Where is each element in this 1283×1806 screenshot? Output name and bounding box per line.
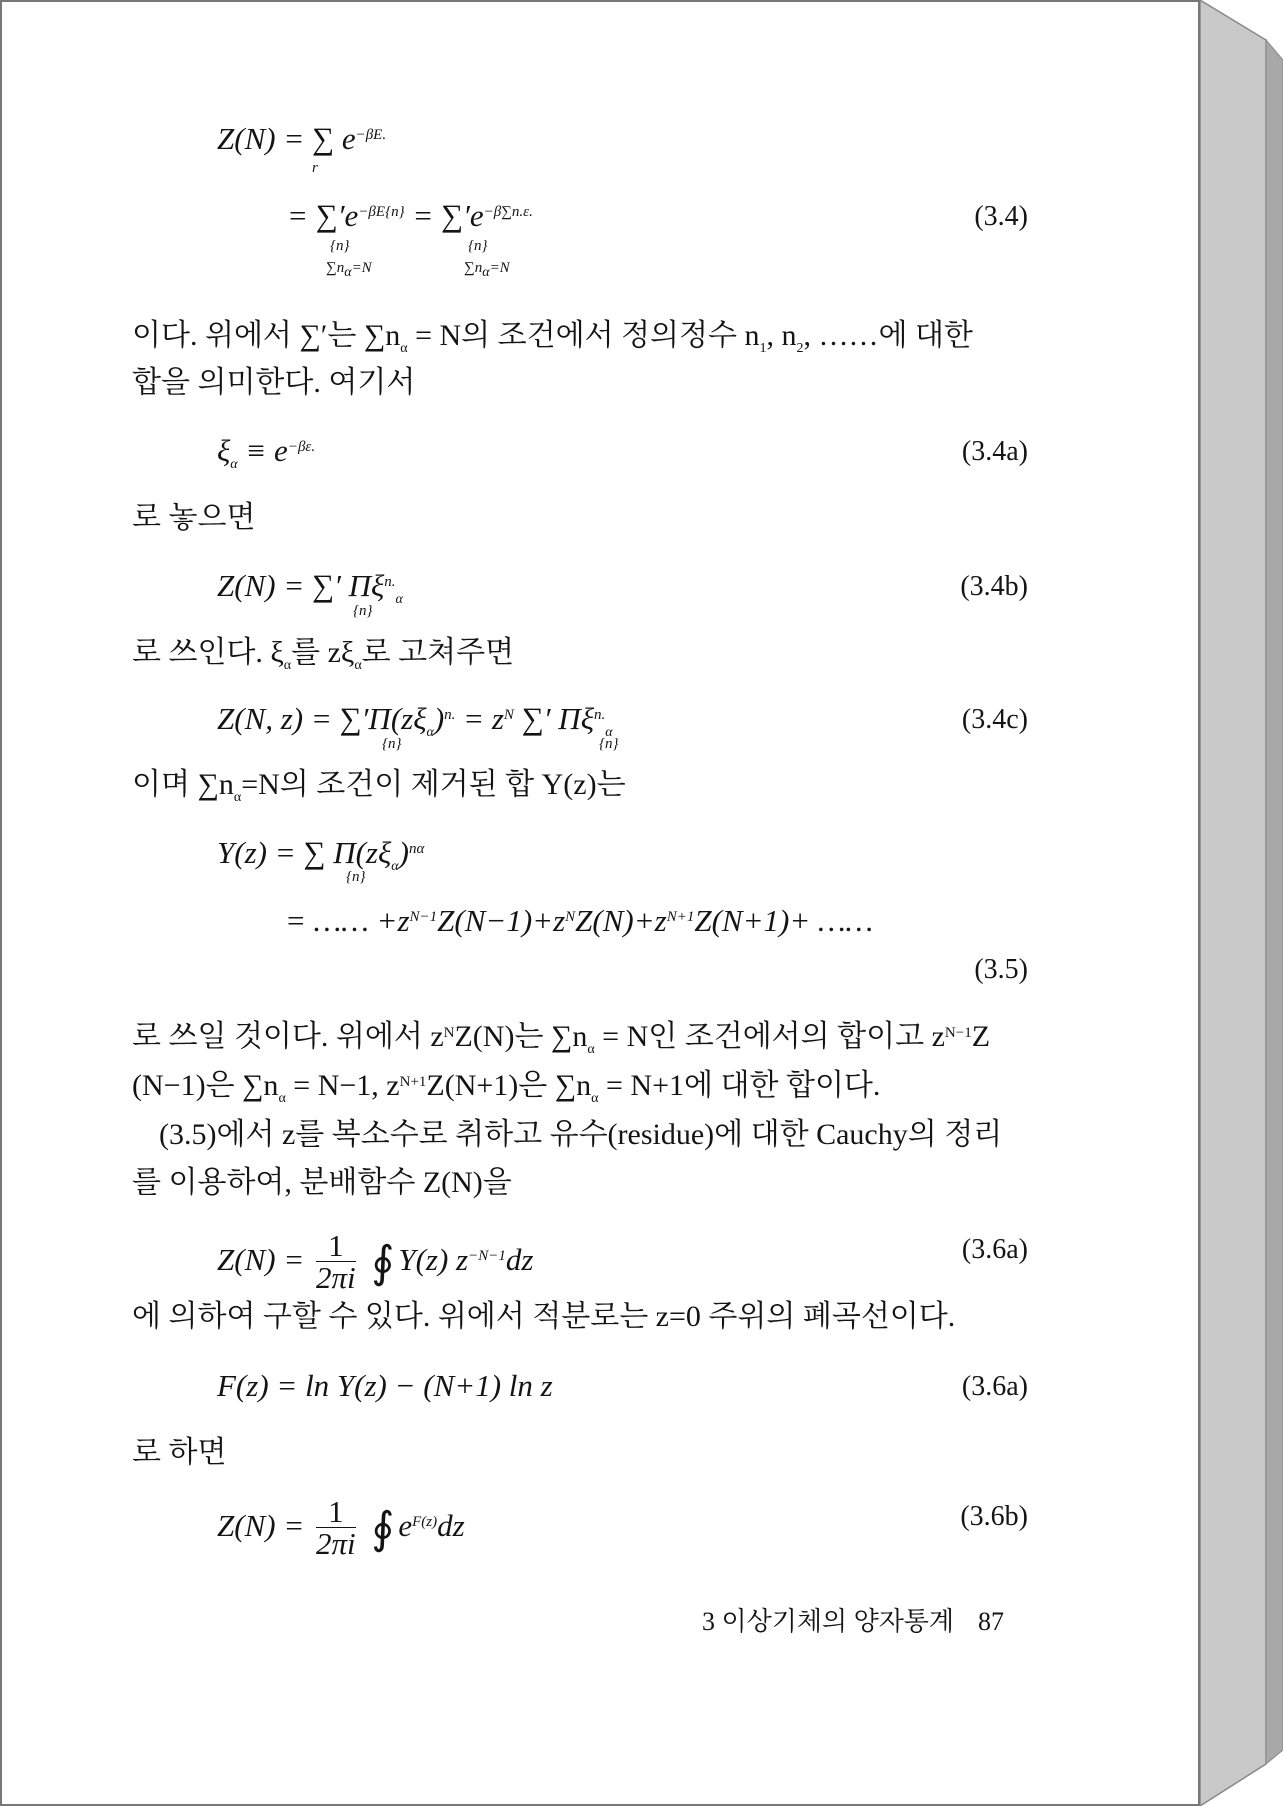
eq-number-3-5: (3.5) (974, 954, 1028, 985)
book-spine-edge (1200, 0, 1283, 1806)
eq-3-6a: Z(N) = $\frac{1}{2\pi i}$ ∮ Y(z) $z^{-N-1}dz$ (217, 1228, 534, 1296)
paragraph-6: 에 의하여 구할 수 있다. 위에서 적분로는 z=0 주위의 폐곡선이다. (132, 1300, 956, 1333)
eq-3-6a-second: F(z) = ln Y(z) − (N+1) ln z (217, 1368, 553, 1403)
eq-number-3-4a: (3.4a) (961, 436, 1028, 467)
eq-3-4-line2: = $\sum'e^{-\beta E\{n\}} = \sum'e^{-\beta\sum n.\varepsilon.}$ (287, 198, 533, 233)
eq-number-3-4b: (3.4b) (960, 571, 1028, 602)
page-footer (702, 1601, 1004, 1638)
eq-3-4c-limit-1: {n} (382, 736, 402, 752)
chapter-title: 3 이상기체의 양자통계 (702, 1607, 955, 1636)
paragraph-5-line1: (3.5)에서 z를 복소수로 취하고 유수(residue)에 대한 Cauchy의 정리 (159, 1118, 1003, 1151)
eq-3-5-limit: {n} (346, 869, 366, 885)
eq-3-4-limit-b1: {n} (468, 238, 488, 254)
contour-integral-sign: ∮ (371, 1237, 395, 1287)
eq-3-4b-limit: {n} (353, 603, 373, 619)
text-noh-eumyeon: 로 놓으면 (132, 501, 256, 534)
eq-3-4a: $\xi_\alpha \equiv e^{-\beta\varepsilon.}$ (217, 433, 316, 473)
eq-3-4-limit-b2: $\sum n_\alpha=N$ (464, 260, 510, 280)
eq-number-3-6a-second: (3.6a) (961, 1371, 1028, 1402)
text-hamyeon: 로 하면 (132, 1436, 227, 1469)
paragraph-1-line2: 합을 의미한다. 여기서 (132, 366, 416, 399)
contour-integral-sign: ∮ (371, 1503, 395, 1553)
paragraph-3: 이며 $\sum n_\alpha=N$의 조건이 제거된 합 Y(z)는 (132, 768, 626, 805)
eq-3-5-line1: Y(z) = ∑ $\Pi(z\xi_\alpha)^{n\alpha}$ (217, 835, 425, 875)
eq-3-6a-fraction: $\frac{1}{2\pi i}$ (315, 1228, 356, 1296)
eq-3-4-limit-a2: $\sum n_\alpha=N$ (326, 260, 372, 280)
paragraph-5-line2: 를 이용하여, 분배함수 Z(N)을 (132, 1166, 512, 1199)
paragraph-4-line1: 로 쓰일 것이다. 위에서 $z^NZ(N)$는 $\sum n_\alpha = N$인 조건에서의 합이고 $z^{N-1}Z$ (132, 1020, 991, 1057)
eq-3-6b-fraction: $\frac{1}{2\pi i}$ (315, 1494, 356, 1562)
eq-3-4-line1-limit: r (312, 160, 318, 176)
eq-number-3-6b: (3.6b) (960, 1501, 1028, 1532)
eq-3-5-line2: = …… $+z^{N-1}Z(N-1)+z^NZ(N)+z^{N+1}Z(N+1)+$ …… (285, 903, 874, 938)
eq-number-3-6a: (3.6a) (961, 1234, 1028, 1265)
eq-3-4c-limit-2: {n} (599, 736, 619, 752)
eq-3-4b: Z(N) = ∑′ $\Pi\xi^{n.}_\alpha$ (217, 568, 403, 608)
paragraph-2: 로 쓰인다. $\xi_\alpha$를 $z\xi_\alpha$로 고쳐주면 (132, 636, 515, 673)
eq-3-6b: Z(N) = $\frac{1}{2\pi i}$ ∮ $e^{F(z)}dz$ (217, 1494, 465, 1562)
eq-number-3-4: (3.4) (974, 201, 1028, 232)
eq-3-4-limit-a1: {n} (330, 238, 350, 254)
eq-3-4c: Z(N, $z) = \sum'\Pi(z\xi_\alpha)^{n.} = z^N$ ∑′ $\Pi\xi^{n.}_\alpha$ (217, 701, 613, 741)
eq-number-3-4c: (3.4c) (961, 704, 1028, 735)
paragraph-1-line1: 이다. 위에서 ∑′는 $\sum n_\alpha = N$의 조건에서 정의정수 $n_1$, $n_2$, ……에 대한 (132, 319, 973, 356)
paragraph-4-line2: (N−1)은 $\sum n_\alpha = N-1$, $z^{N+1}Z(N+1)$은 $\sum n_\alpha = N+1$에 대한 합이다. (132, 1069, 881, 1106)
page-number: 87 (978, 1607, 1005, 1636)
eq-3-4-line1: Z(N) = ∑ $e^{-\beta E.}$ (217, 121, 387, 156)
